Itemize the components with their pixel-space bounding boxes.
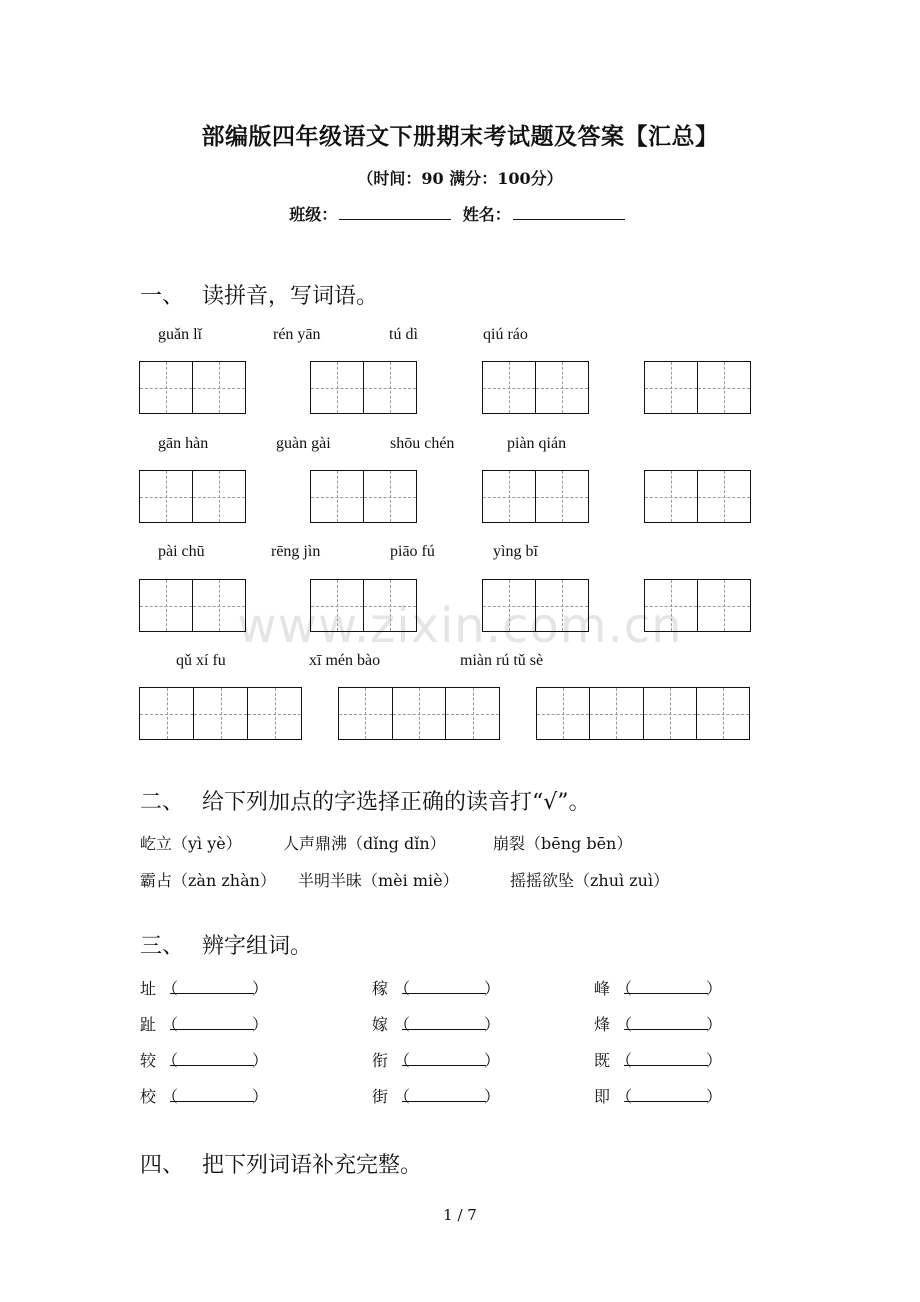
- writing-grid[interactable]: [139, 470, 246, 523]
- writing-grid[interactable]: [338, 687, 500, 740]
- paren-open: （: [162, 1051, 179, 1070]
- answer-blank[interactable]: [402, 1087, 486, 1102]
- target-character: 较: [140, 1051, 157, 1070]
- writing-grid[interactable]: [644, 579, 751, 632]
- section1-number: 一、: [140, 284, 185, 309]
- writing-grid[interactable]: [536, 687, 750, 740]
- writing-grid[interactable]: [310, 470, 417, 523]
- target-character: 即: [594, 1087, 611, 1106]
- pinyin-label: rēng jìn: [271, 543, 321, 560]
- target-character: 烽: [594, 1015, 611, 1034]
- exam-info: （时间：90 满分：100分）: [357, 169, 563, 188]
- paren-close: ）: [252, 1087, 269, 1106]
- writing-grid[interactable]: [644, 361, 751, 414]
- paren-close: ）: [706, 1087, 723, 1106]
- pronunciation-item[interactable]: 屹立（yì yè）: [140, 834, 242, 853]
- section3-heading: [140, 929, 312, 960]
- paren-open: （: [616, 1051, 633, 1070]
- target-character: 街: [372, 1087, 389, 1106]
- word-formation-item: [594, 1012, 722, 1035]
- pronunciation-item[interactable]: 摇摇欲坠（zhuì zuì）: [510, 871, 670, 890]
- paren-open: （: [394, 1015, 411, 1034]
- paren-open: （: [394, 1087, 411, 1106]
- pinyin-label: piàn qián: [507, 435, 567, 452]
- paren-open: （: [162, 979, 179, 998]
- pinyin-label: gān hàn: [158, 435, 209, 452]
- word-formation-item: [140, 1084, 268, 1107]
- paren-open: （: [616, 979, 633, 998]
- paren-open: （: [394, 1051, 411, 1070]
- answer-blank[interactable]: [624, 1051, 708, 1066]
- paren-close: ）: [706, 1051, 723, 1070]
- answer-blank[interactable]: [624, 1087, 708, 1102]
- section1-heading: [140, 279, 378, 310]
- pronunciation-item[interactable]: 崩裂（bēng bēn）: [493, 834, 633, 853]
- writing-grid[interactable]: [139, 361, 246, 414]
- section2-heading: [140, 785, 591, 816]
- target-character: 峰: [594, 979, 611, 998]
- paren-close: ）: [706, 1015, 723, 1034]
- answer-blank[interactable]: [402, 1015, 486, 1030]
- pronunciation-item[interactable]: 人声鼎沸（dǐng dǐn）: [283, 834, 446, 853]
- target-character: 校: [140, 1087, 157, 1106]
- answer-blank[interactable]: [170, 1087, 254, 1102]
- paren-open: （: [616, 1015, 633, 1034]
- name-blank[interactable]: [513, 205, 625, 220]
- class-label: 班级：: [289, 205, 338, 224]
- paren-close: ）: [706, 979, 723, 998]
- word-formation-item: [140, 976, 268, 999]
- answer-blank[interactable]: [170, 1051, 254, 1066]
- page-number: 1 / 7: [443, 1206, 477, 1224]
- paren-close: ）: [252, 979, 269, 998]
- name-label: 姓名：: [462, 205, 511, 224]
- word-formation-item: [140, 1048, 268, 1071]
- watermark: www.zixin.com.cn: [237, 598, 683, 654]
- section3-number: 三、: [140, 934, 185, 959]
- pronunciation-item[interactable]: 霸占（zàn zhàn）: [140, 871, 276, 890]
- pinyin-label: pài chū: [158, 543, 205, 560]
- target-character: 既: [594, 1051, 611, 1070]
- section1-title: 读拼音，写词语。: [202, 284, 379, 309]
- pinyin-label: shōu chén: [390, 435, 455, 452]
- answer-blank[interactable]: [402, 979, 486, 994]
- pronunciation-item[interactable]: 半明半昧（mèi miè）: [298, 871, 459, 890]
- word-formation-item: [372, 1084, 500, 1107]
- writing-grid[interactable]: [644, 470, 751, 523]
- paren-close: ）: [252, 1015, 269, 1034]
- paren-close: ）: [484, 979, 501, 998]
- word-formation-item: [594, 1084, 722, 1107]
- paren-close: ）: [484, 1051, 501, 1070]
- section4-title: 把下列词语补充完整。: [202, 1153, 423, 1178]
- class-blank[interactable]: [339, 205, 451, 220]
- word-formation-item: [594, 976, 722, 999]
- target-character: 衔: [372, 1051, 389, 1070]
- pinyin-label: xī mén bào: [309, 652, 381, 669]
- paren-open: （: [162, 1087, 179, 1106]
- paren-open: （: [162, 1015, 179, 1034]
- pinyin-label: piāo fú: [390, 543, 435, 560]
- section2-number: 二、: [140, 790, 185, 815]
- answer-blank[interactable]: [624, 979, 708, 994]
- writing-grid[interactable]: [139, 687, 302, 740]
- paren-open: （: [394, 979, 411, 998]
- paren-close: ）: [252, 1051, 269, 1070]
- word-formation-item: [372, 1012, 500, 1035]
- target-character: 趾: [140, 1015, 157, 1034]
- answer-blank[interactable]: [402, 1051, 486, 1066]
- pinyin-label: tú dì: [389, 326, 418, 343]
- word-formation-item: [594, 1048, 722, 1071]
- name-row: [0, 202, 920, 225]
- word-formation-item: [140, 1012, 268, 1035]
- section3-title: 辨字组词。: [202, 934, 313, 959]
- pinyin-label: rén yān: [273, 326, 321, 343]
- writing-grid[interactable]: [482, 579, 589, 632]
- pinyin-label: yìng bī: [493, 543, 538, 560]
- answer-blank[interactable]: [170, 979, 254, 994]
- paren-close: ）: [484, 1015, 501, 1034]
- writing-grid[interactable]: [310, 579, 417, 632]
- paren-close: ）: [484, 1087, 501, 1106]
- writing-grid[interactable]: [482, 470, 589, 523]
- pinyin-label: miàn rú tǔ sè: [460, 652, 544, 669]
- paren-open: （: [616, 1087, 633, 1106]
- section4-heading: [140, 1148, 422, 1179]
- pinyin-label: guǎn lǐ: [158, 326, 202, 343]
- writing-grid[interactable]: [482, 361, 589, 414]
- word-formation-item: [372, 1048, 500, 1071]
- pinyin-label: qiú ráo: [483, 326, 528, 343]
- page-title: 部编版四年级语文下册期末考试题及答案【汇总】: [201, 123, 719, 150]
- section4-number: 四、: [140, 1153, 185, 1178]
- target-character: 嫁: [372, 1015, 389, 1034]
- target-character: 稼: [372, 979, 389, 998]
- target-character: 址: [140, 979, 157, 998]
- answer-blank[interactable]: [170, 1015, 254, 1030]
- section2-title: 给下列加点的字选择正确的读音打“√”。: [202, 790, 591, 815]
- pinyin-label: guàn gài: [276, 435, 331, 452]
- writing-grid[interactable]: [310, 361, 417, 414]
- pinyin-label: qǔ xí fu: [176, 652, 226, 669]
- answer-blank[interactable]: [624, 1015, 708, 1030]
- word-formation-item: [372, 976, 500, 999]
- writing-grid[interactable]: [139, 579, 246, 632]
